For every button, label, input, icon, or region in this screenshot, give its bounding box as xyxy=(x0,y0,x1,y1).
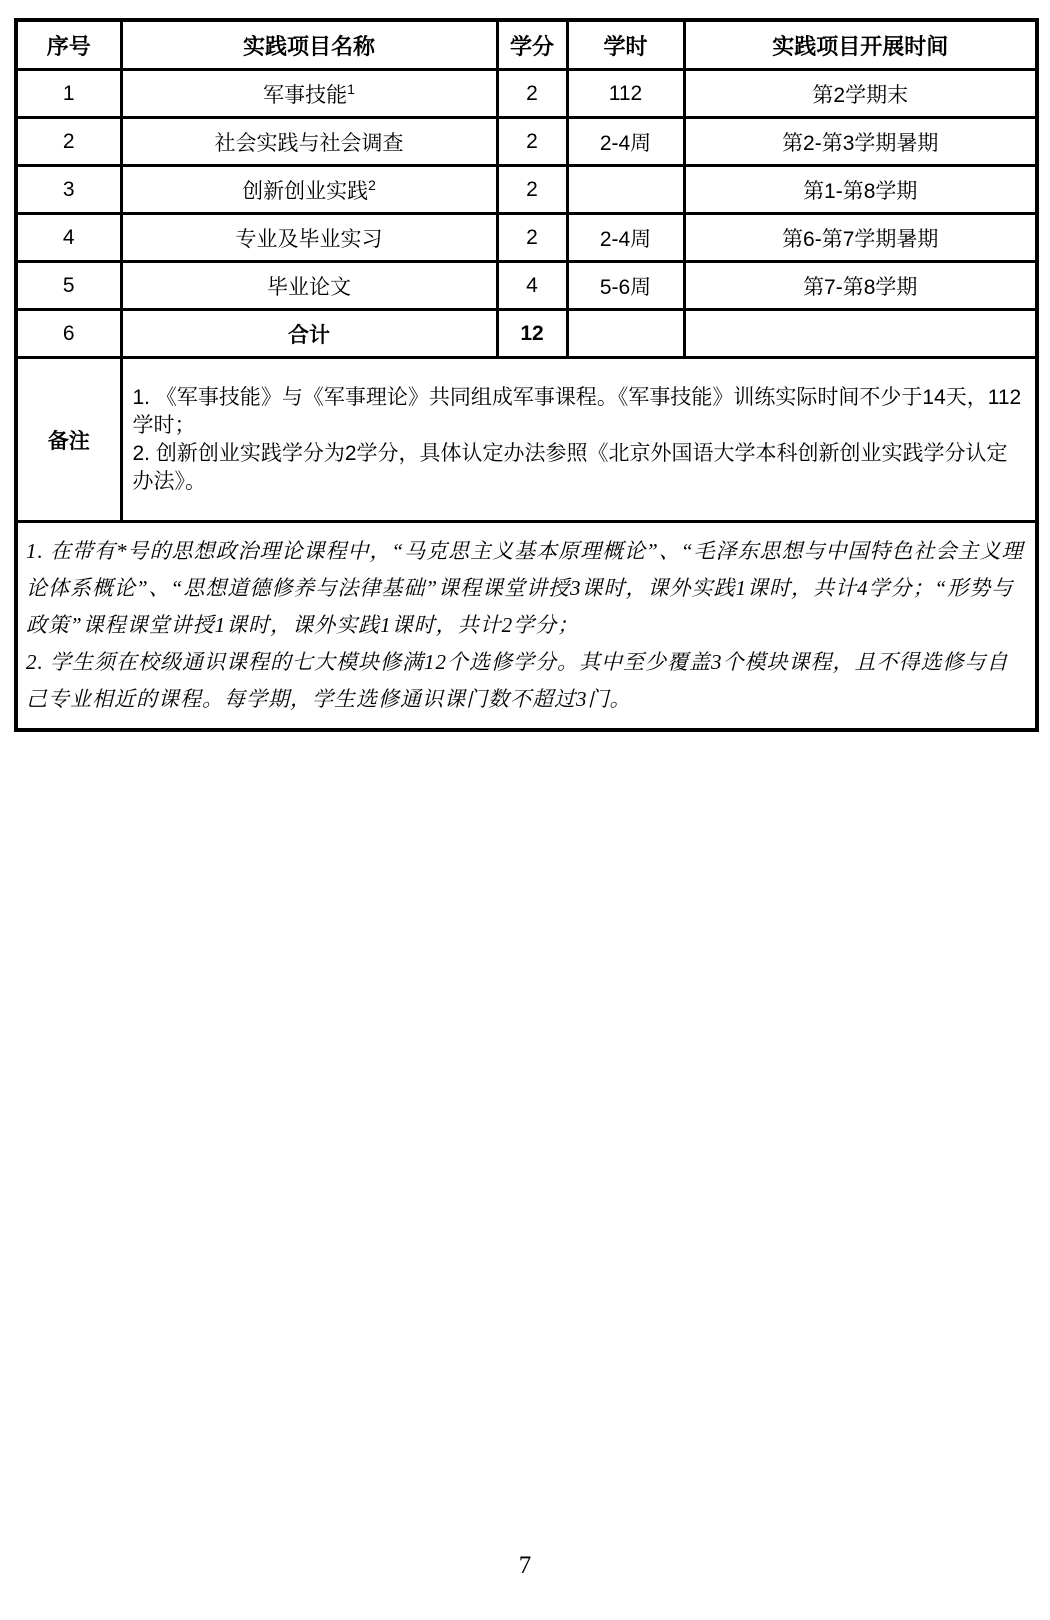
cell-credits: 2 xyxy=(497,70,567,118)
remark-content xyxy=(121,358,1037,522)
cell-credits: 4 xyxy=(497,262,567,310)
table-row xyxy=(16,70,1037,118)
table-row xyxy=(16,166,1037,214)
page-number: 7 xyxy=(518,1552,532,1579)
col-header-credits: 学分 xyxy=(497,20,567,70)
practice-projects-table xyxy=(14,18,1039,732)
notes-row xyxy=(16,522,1037,731)
cell-credits: 2 xyxy=(497,214,567,262)
project-name-text: 专业及毕业实习 xyxy=(235,227,383,251)
cell-hours: 2-4周 xyxy=(567,214,684,262)
col-header-no: 序号 xyxy=(16,20,121,70)
cell-no: 1 xyxy=(16,70,121,118)
cell-project-name xyxy=(121,118,497,166)
cell-hours xyxy=(567,310,684,358)
table-row-total xyxy=(16,310,1037,358)
cell-project-name xyxy=(121,262,497,310)
table-row xyxy=(16,118,1037,166)
cell-credits: 2 xyxy=(497,118,567,166)
cell-schedule: 第7-第8学期 xyxy=(684,262,1037,310)
remark-line: 1. 《军事技能》与《军事理论》共同组成军事课程。《军事技能》训练实际时间不少于14天，112学时； xyxy=(132,385,1022,437)
table-row xyxy=(16,214,1037,262)
remark-row xyxy=(16,358,1037,522)
remark-line: 2. 创新创业实践学分为2学分，具体认定办法参照《北京外国语大学本科创新创业实践学分认定办法》。 xyxy=(132,441,1008,493)
col-header-schedule: 实践项目开展时间 xyxy=(684,20,1037,70)
cell-schedule: 第1-第8学期 xyxy=(684,166,1037,214)
cell-hours: 2-4周 xyxy=(567,118,684,166)
cell-no: 3 xyxy=(16,166,121,214)
cell-hours xyxy=(567,166,684,214)
cell-schedule: 第6-第7学期暑期 xyxy=(684,214,1037,262)
project-name-text: 创新创业实践 xyxy=(242,179,369,203)
note-paragraph: 1. 在带有*号的思想政治理论课程中，“马克思主义基本原理概论”、“毛泽东思想与中国特色社会主义理论体系概论”、“思想道德修养与法律基础”课程课堂讲授3课时，课外实践1课时，共计4学分；“形势与政策”课程课堂讲授1课时，课外实践1课时，共计2学分； xyxy=(26,539,1024,637)
table-row xyxy=(16,262,1037,310)
project-name-text: 社会实践与社会调查 xyxy=(214,131,404,155)
footnote-marker: 2 xyxy=(368,176,376,193)
cell-project-name xyxy=(121,70,497,118)
cell-no: 6 xyxy=(16,310,121,358)
cell-total-label: 合计 xyxy=(121,310,497,358)
cell-project-name xyxy=(121,214,497,262)
cell-no: 5 xyxy=(16,262,121,310)
cell-credits: 2 xyxy=(497,166,567,214)
table-header-row xyxy=(16,20,1037,70)
cell-schedule: 第2学期末 xyxy=(684,70,1037,118)
cell-schedule xyxy=(684,310,1037,358)
col-header-hours: 学时 xyxy=(567,20,684,70)
notes-section xyxy=(16,522,1037,731)
col-header-project-name: 实践项目名称 xyxy=(121,20,497,70)
cell-project-name xyxy=(121,166,497,214)
cell-no: 2 xyxy=(16,118,121,166)
note-paragraph: 2. 学生须在校级通识课程的七大模块修满12个选修学分。其中至少覆盖3个模块课程，且不得选修与自己专业相近的课程。每学期，学生选修通识课门数不超过3门。 xyxy=(26,650,1009,711)
project-name-text: 军事技能 xyxy=(263,83,348,107)
project-name-text: 毕业论文 xyxy=(267,275,351,299)
cell-no: 4 xyxy=(16,214,121,262)
footnote-marker: 1 xyxy=(347,80,355,97)
cell-hours: 5-6周 xyxy=(567,262,684,310)
cell-total-credits: 12 xyxy=(497,310,567,358)
remark-label: 备注 xyxy=(16,358,121,522)
cell-hours: 112 xyxy=(567,70,684,118)
cell-schedule: 第2-第3学期暑期 xyxy=(684,118,1037,166)
